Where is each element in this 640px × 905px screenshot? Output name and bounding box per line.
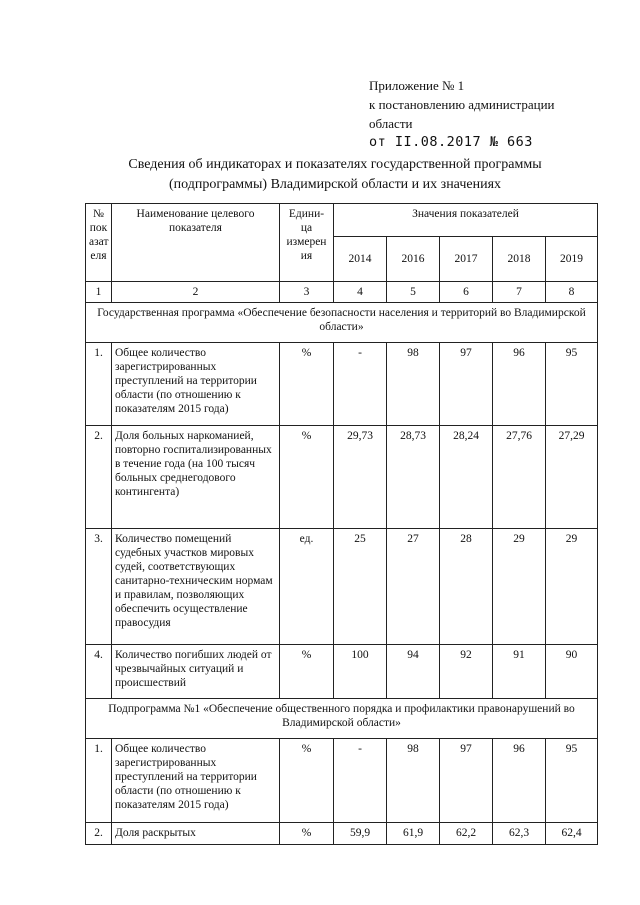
value-cell: 61,9	[387, 823, 440, 845]
col-number: 5	[387, 282, 440, 303]
table-row	[86, 343, 598, 426]
value-cell: 28,73	[387, 426, 440, 529]
section-row	[86, 303, 598, 343]
indicator-name: Общее количество зарегистрированных преступлений на территории области (по отношению к показателям 2015 года)	[112, 343, 280, 426]
row-number: 4.	[86, 645, 112, 699]
col-number: 2	[112, 282, 280, 303]
indicator-unit: %	[280, 343, 334, 426]
year-header: 2014	[334, 237, 387, 282]
col-number: 6	[440, 282, 493, 303]
indicator-name: Общее количество зарегистрированных преступлений на территории области (по отношению к показателям 2015 года)	[112, 739, 280, 823]
value-cell: 62,2	[440, 823, 493, 845]
value-cell: -	[334, 343, 387, 426]
indicator-name: Количество погибших людей от чрезвычайных ситуаций и происшествий	[112, 645, 280, 699]
section-row	[86, 699, 598, 739]
appendix-label: Приложение № 1	[369, 78, 465, 93]
indicator-unit: %	[280, 823, 334, 845]
header-row-1	[86, 204, 598, 237]
column-numbers-row	[86, 282, 598, 303]
date-number-stamp: от II.08.2017 № 663	[369, 134, 533, 150]
col-number: 7	[493, 282, 546, 303]
value-cell: 29	[493, 529, 546, 645]
value-cell: 95	[546, 739, 598, 823]
indicator-unit: %	[280, 645, 334, 699]
row-number: 2.	[86, 823, 112, 845]
value-cell: 62,3	[493, 823, 546, 845]
indicator-name: Доля раскрытых	[112, 823, 280, 845]
table-row	[86, 739, 598, 823]
value-cell: 59,9	[334, 823, 387, 845]
value-cell: 62,4	[546, 823, 598, 845]
value-cell: 94	[387, 645, 440, 699]
table-row	[86, 426, 598, 529]
indicator-name: Доля больных наркоманией, повторно госпитализированных в течение года (на 100 тысяч больных среднегодового контингента)	[112, 426, 280, 529]
value-cell: 29,73	[334, 426, 387, 529]
section-title: Государственная программа «Обеспечение безопасности населения и территорий во Владимирской области»	[86, 303, 598, 343]
indicators-table	[85, 203, 598, 845]
value-cell: 98	[387, 343, 440, 426]
header-unit: Едини- ца измерен ия	[280, 204, 334, 282]
table-row	[86, 823, 598, 845]
document-title	[40, 155, 630, 195]
indicator-unit: %	[280, 739, 334, 823]
value-cell: 98	[387, 739, 440, 823]
row-number: 1.	[86, 343, 112, 426]
indicator-unit: %	[280, 426, 334, 529]
row-number: 3.	[86, 529, 112, 645]
indicator-name: Количество помещений судебных участков мировых судей, соответствующих санитарно-техническим нормам и правилам, позволяющих обеспечить осуществление правосудия	[112, 529, 280, 645]
value-cell: 25	[334, 529, 387, 645]
section-title: Подпрограмма №1 «Обеспечение общественного порядка и профилактики правонарушений во Владимирской области»	[86, 699, 598, 739]
col-number: 1	[86, 282, 112, 303]
value-cell: 96	[493, 739, 546, 823]
year-header: 2017	[440, 237, 493, 282]
title-line-1: Сведения об индикаторах и показателях государственной программы	[128, 157, 542, 172]
value-cell: 95	[546, 343, 598, 426]
col-number: 8	[546, 282, 598, 303]
year-header: 2019	[546, 237, 598, 282]
row-number: 1.	[86, 739, 112, 823]
header-values: Значения показателей	[334, 204, 598, 237]
value-cell: 29	[546, 529, 598, 645]
value-cell: 97	[440, 343, 493, 426]
value-cell: 27	[387, 529, 440, 645]
value-cell: 27,29	[546, 426, 598, 529]
col-number: 3	[280, 282, 334, 303]
region-label: области	[369, 116, 413, 131]
value-cell: 28,24	[440, 426, 493, 529]
value-cell: -	[334, 739, 387, 823]
value-cell: 97	[440, 739, 493, 823]
value-cell: 27,76	[493, 426, 546, 529]
col-number: 4	[334, 282, 387, 303]
value-cell: 28	[440, 529, 493, 645]
title-line-2: (подпрограммы) Владимирской области и их значениях	[168, 177, 502, 192]
year-header: 2018	[493, 237, 546, 282]
value-cell: 91	[493, 645, 546, 699]
value-cell: 92	[440, 645, 493, 699]
value-cell: 90	[546, 645, 598, 699]
table-row	[86, 529, 598, 645]
table-row	[86, 645, 598, 699]
header-num: № пок азат еля	[86, 204, 112, 282]
document-header	[369, 76, 629, 152]
value-cell: 96	[493, 343, 546, 426]
resolution-reference: к постановлению администрации	[369, 97, 555, 112]
row-number: 2.	[86, 426, 112, 529]
value-cell: 100	[334, 645, 387, 699]
header-name: Наименование целевого показателя	[112, 204, 280, 282]
year-header: 2016	[387, 237, 440, 282]
indicator-unit: ед.	[280, 529, 334, 645]
